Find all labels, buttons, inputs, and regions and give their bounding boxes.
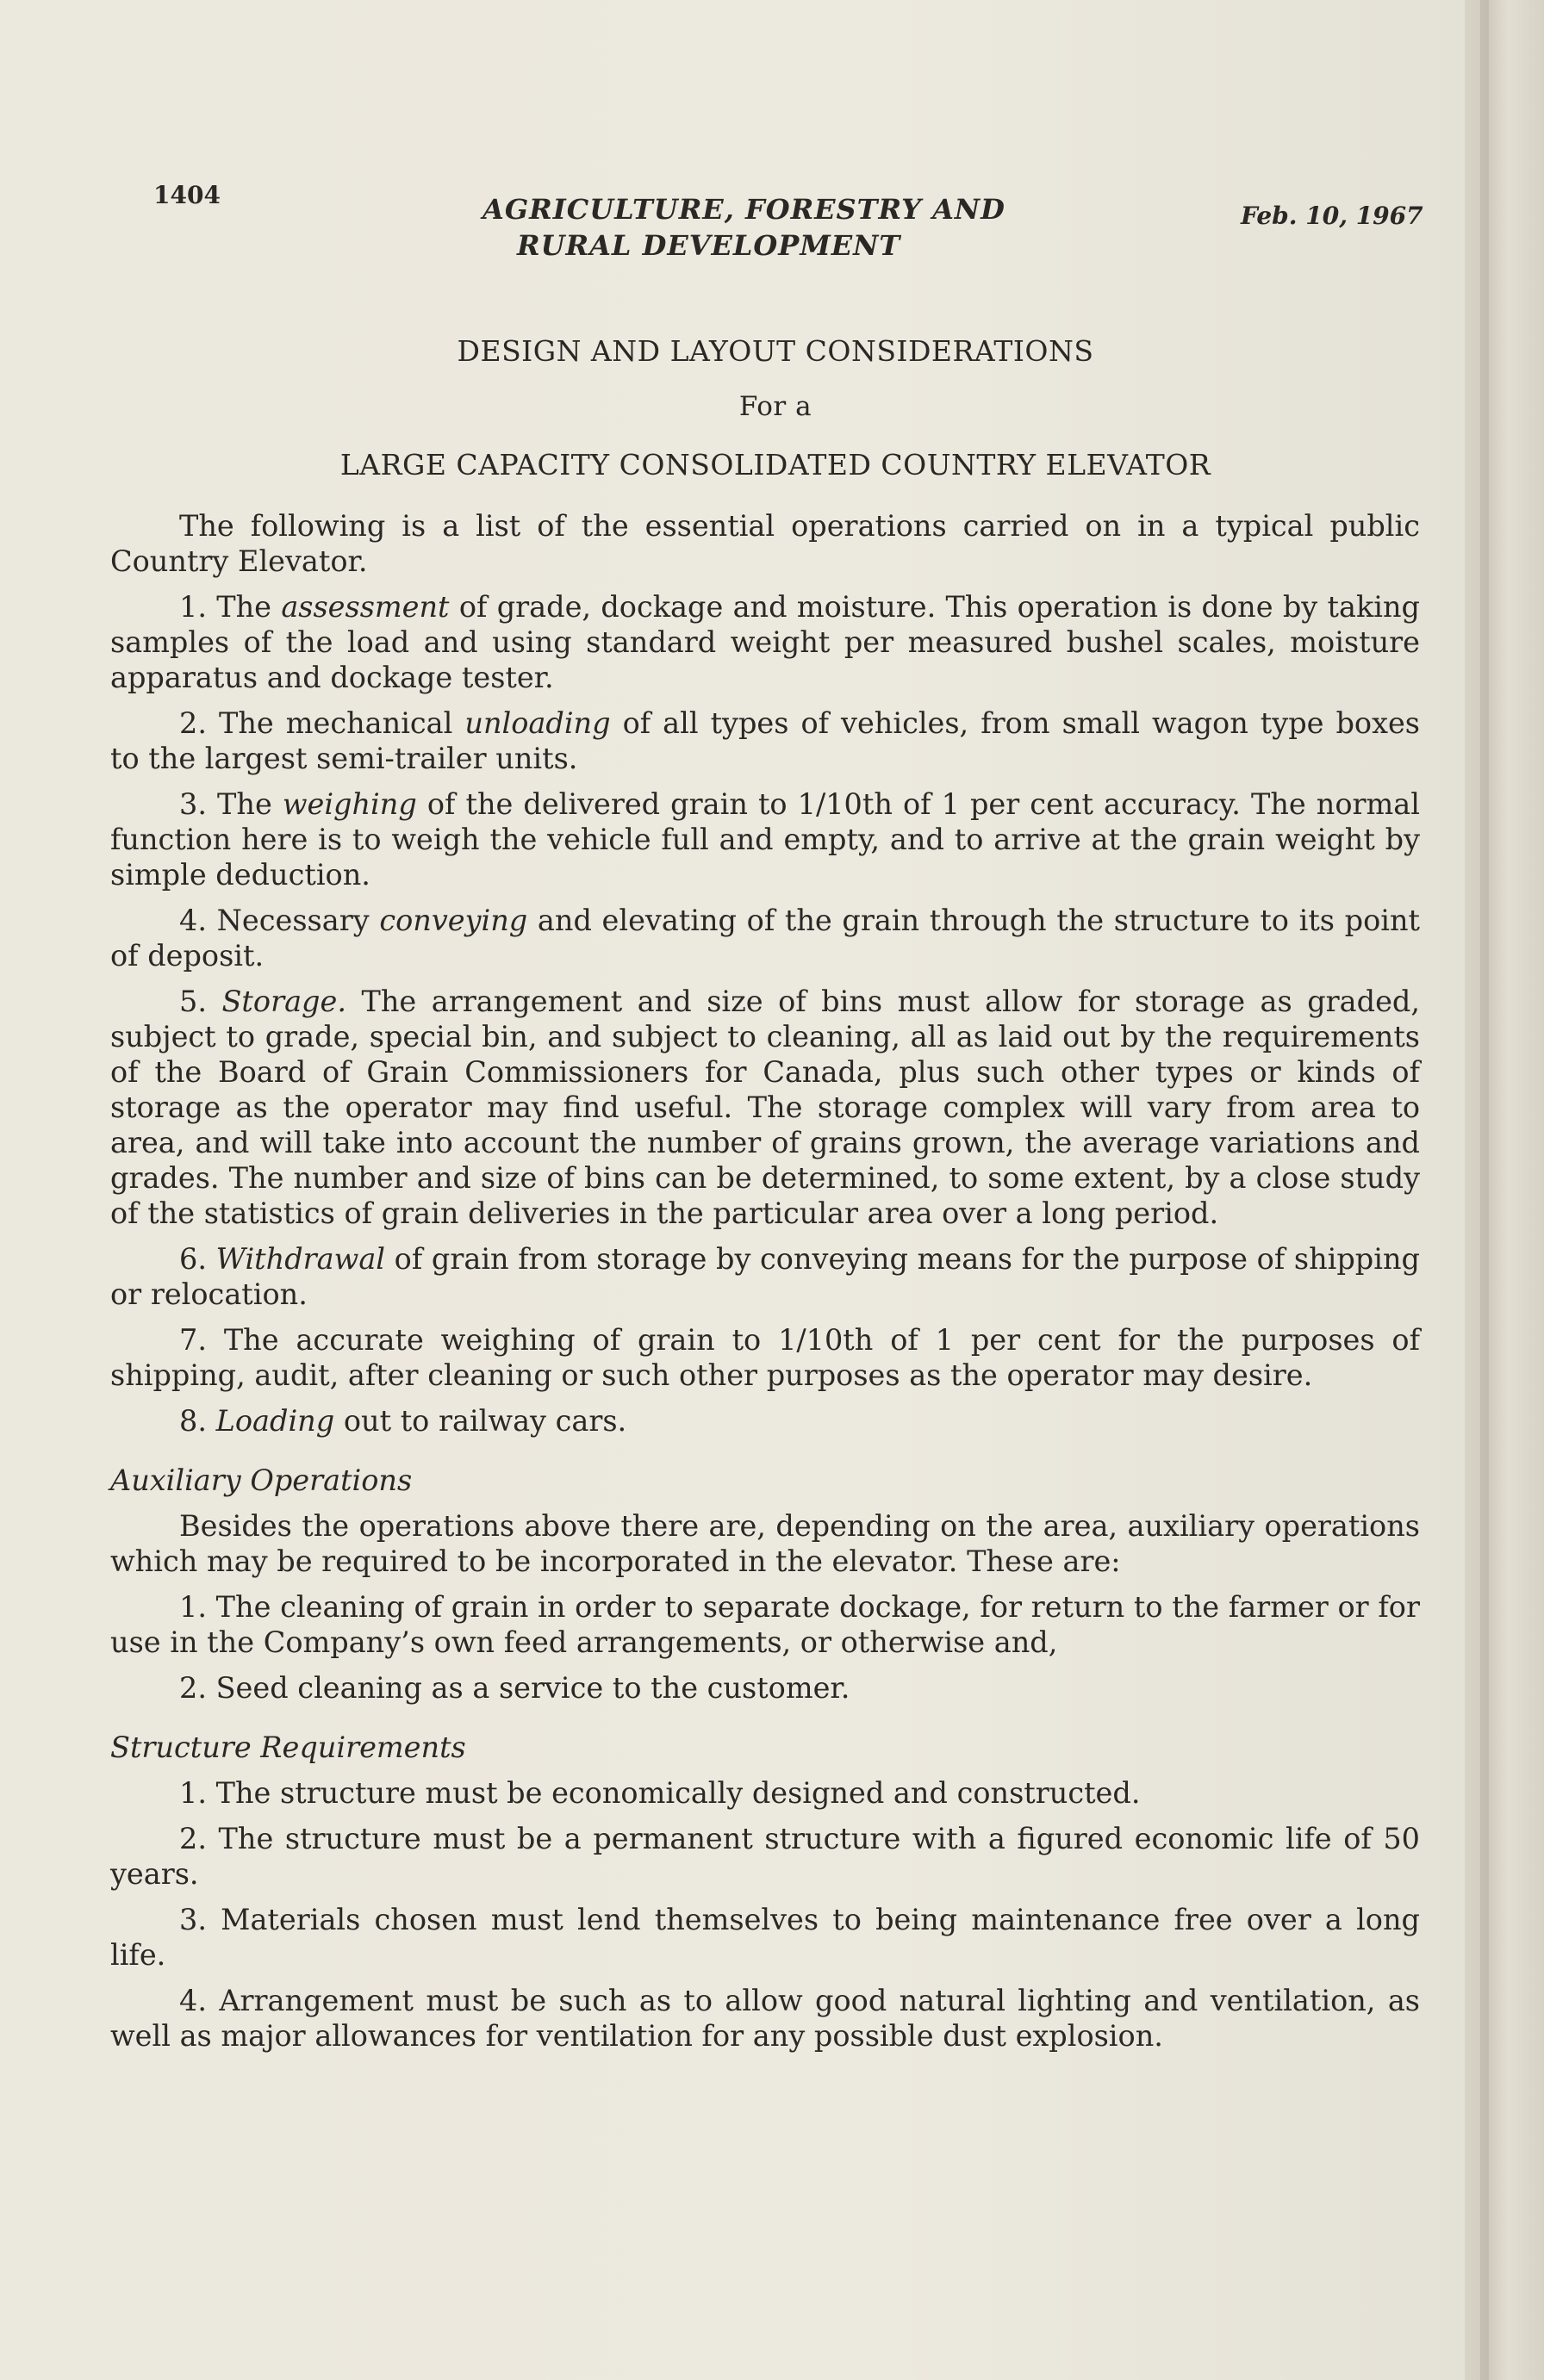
heading-line1: DESIGN AND LAYOUT CONSIDERATIONS [457, 334, 1094, 368]
running-title [482, 191, 1103, 264]
structure-heading: Structure Requirements [110, 1731, 466, 1764]
auxiliary-item: 2. Seed cleaning as a service to the customer. [179, 1671, 850, 1705]
document-body [110, 508, 1420, 2064]
auxiliary-item: 1. The cleaning of grain in order to separate dockage, for return to the farmer or for use in the Company’s own feed arrangements, or otherwise and, [110, 1590, 1420, 1659]
auxiliary-intro: Besides the operations above there are, depending on the area, auxiliary operations which may be required to be incorporated in the elevator. These are: [110, 1509, 1420, 1578]
structure-item: 2. The structure must be a permanent structure with a figured economic life of 50 years. [110, 1822, 1420, 1891]
operation-item: 1. The assessment of grade, dockage and moisture. This operation is done by taking samples of the load and using standard weight per measured bushel scales, moisture apparatus and dockage tester. [110, 590, 1420, 694]
running-title-line2: RURAL DEVELOPMENT [517, 229, 901, 262]
operation-item: 3. The weighing of the delivered grain to 1/10th of 1 per cent accuracy. The normal function here is to weigh the vehicle full and empty, and to arrive at the grain weight by simple deduction. [110, 787, 1420, 892]
operation-item: 7. The accurate weighing of grain to 1/10th of 1 per cent for the purposes of shipping, audit, after cleaning or such other purposes as the operator may desire. [110, 1323, 1420, 1392]
structure-item: 3. Materials chosen must lend themselves to being maintenance free over a long life. [110, 1903, 1420, 1972]
operation-item: 8. Loading out to railway cars. [179, 1404, 627, 1438]
operation-item: 6. Withdrawal of grain from storage by conveying means for the purpose of shipping or relocation. [110, 1242, 1420, 1311]
auxiliary-heading: Auxiliary Operations [110, 1463, 413, 1497]
header-date: Feb. 10, 1967 [1241, 202, 1423, 230]
structure-item: 4. Arrangement must be such as to allow good natural lighting and ventilation, as well as major allowances for ventilation for any possible dust explosion. [110, 1984, 1420, 2053]
page-edge [1465, 0, 1544, 2380]
page-number: 1404 [153, 181, 221, 209]
heading-line2: For a [738, 391, 812, 422]
operation-item: 2. The mechanical unloading of all types of vehicles, from small wagon type boxes to the largest semi-trailer units. [110, 706, 1420, 775]
running-title-line1: AGRICULTURE, FORESTRY AND [482, 193, 1005, 226]
operation-item: 4. Necessary conveying and elevating of the grain through the structure to its point of deposit. [110, 904, 1421, 973]
operation-item: 5. Storage. The arrangement and size of bins must allow for storage as graded, subject to grade, special bin, and subject to cleaning, all as laid out by the requirements of the Board of Grain Commissioners for Canada, plus such other types or kinds of storage as the operator may find useful. The storage complex will vary from area to area, and will take into account the number of grains grown, the average variations and grades. The number and size of bins can be determined, to some extent, by a close study of the statistics of grain deliveries in the particular area over a long period. [110, 985, 1420, 1230]
page-edge-line [1480, 0, 1489, 2380]
structure-item: 1. The structure must be economically designed and constructed. [179, 1776, 1141, 1810]
heading-line3: LARGE CAPACITY CONSOLIDATED COUNTRY ELEVATOR [339, 448, 1211, 482]
intro-paragraph: The following is a list of the essential operations carried on in a typical public Country Elevator. [110, 509, 1420, 578]
